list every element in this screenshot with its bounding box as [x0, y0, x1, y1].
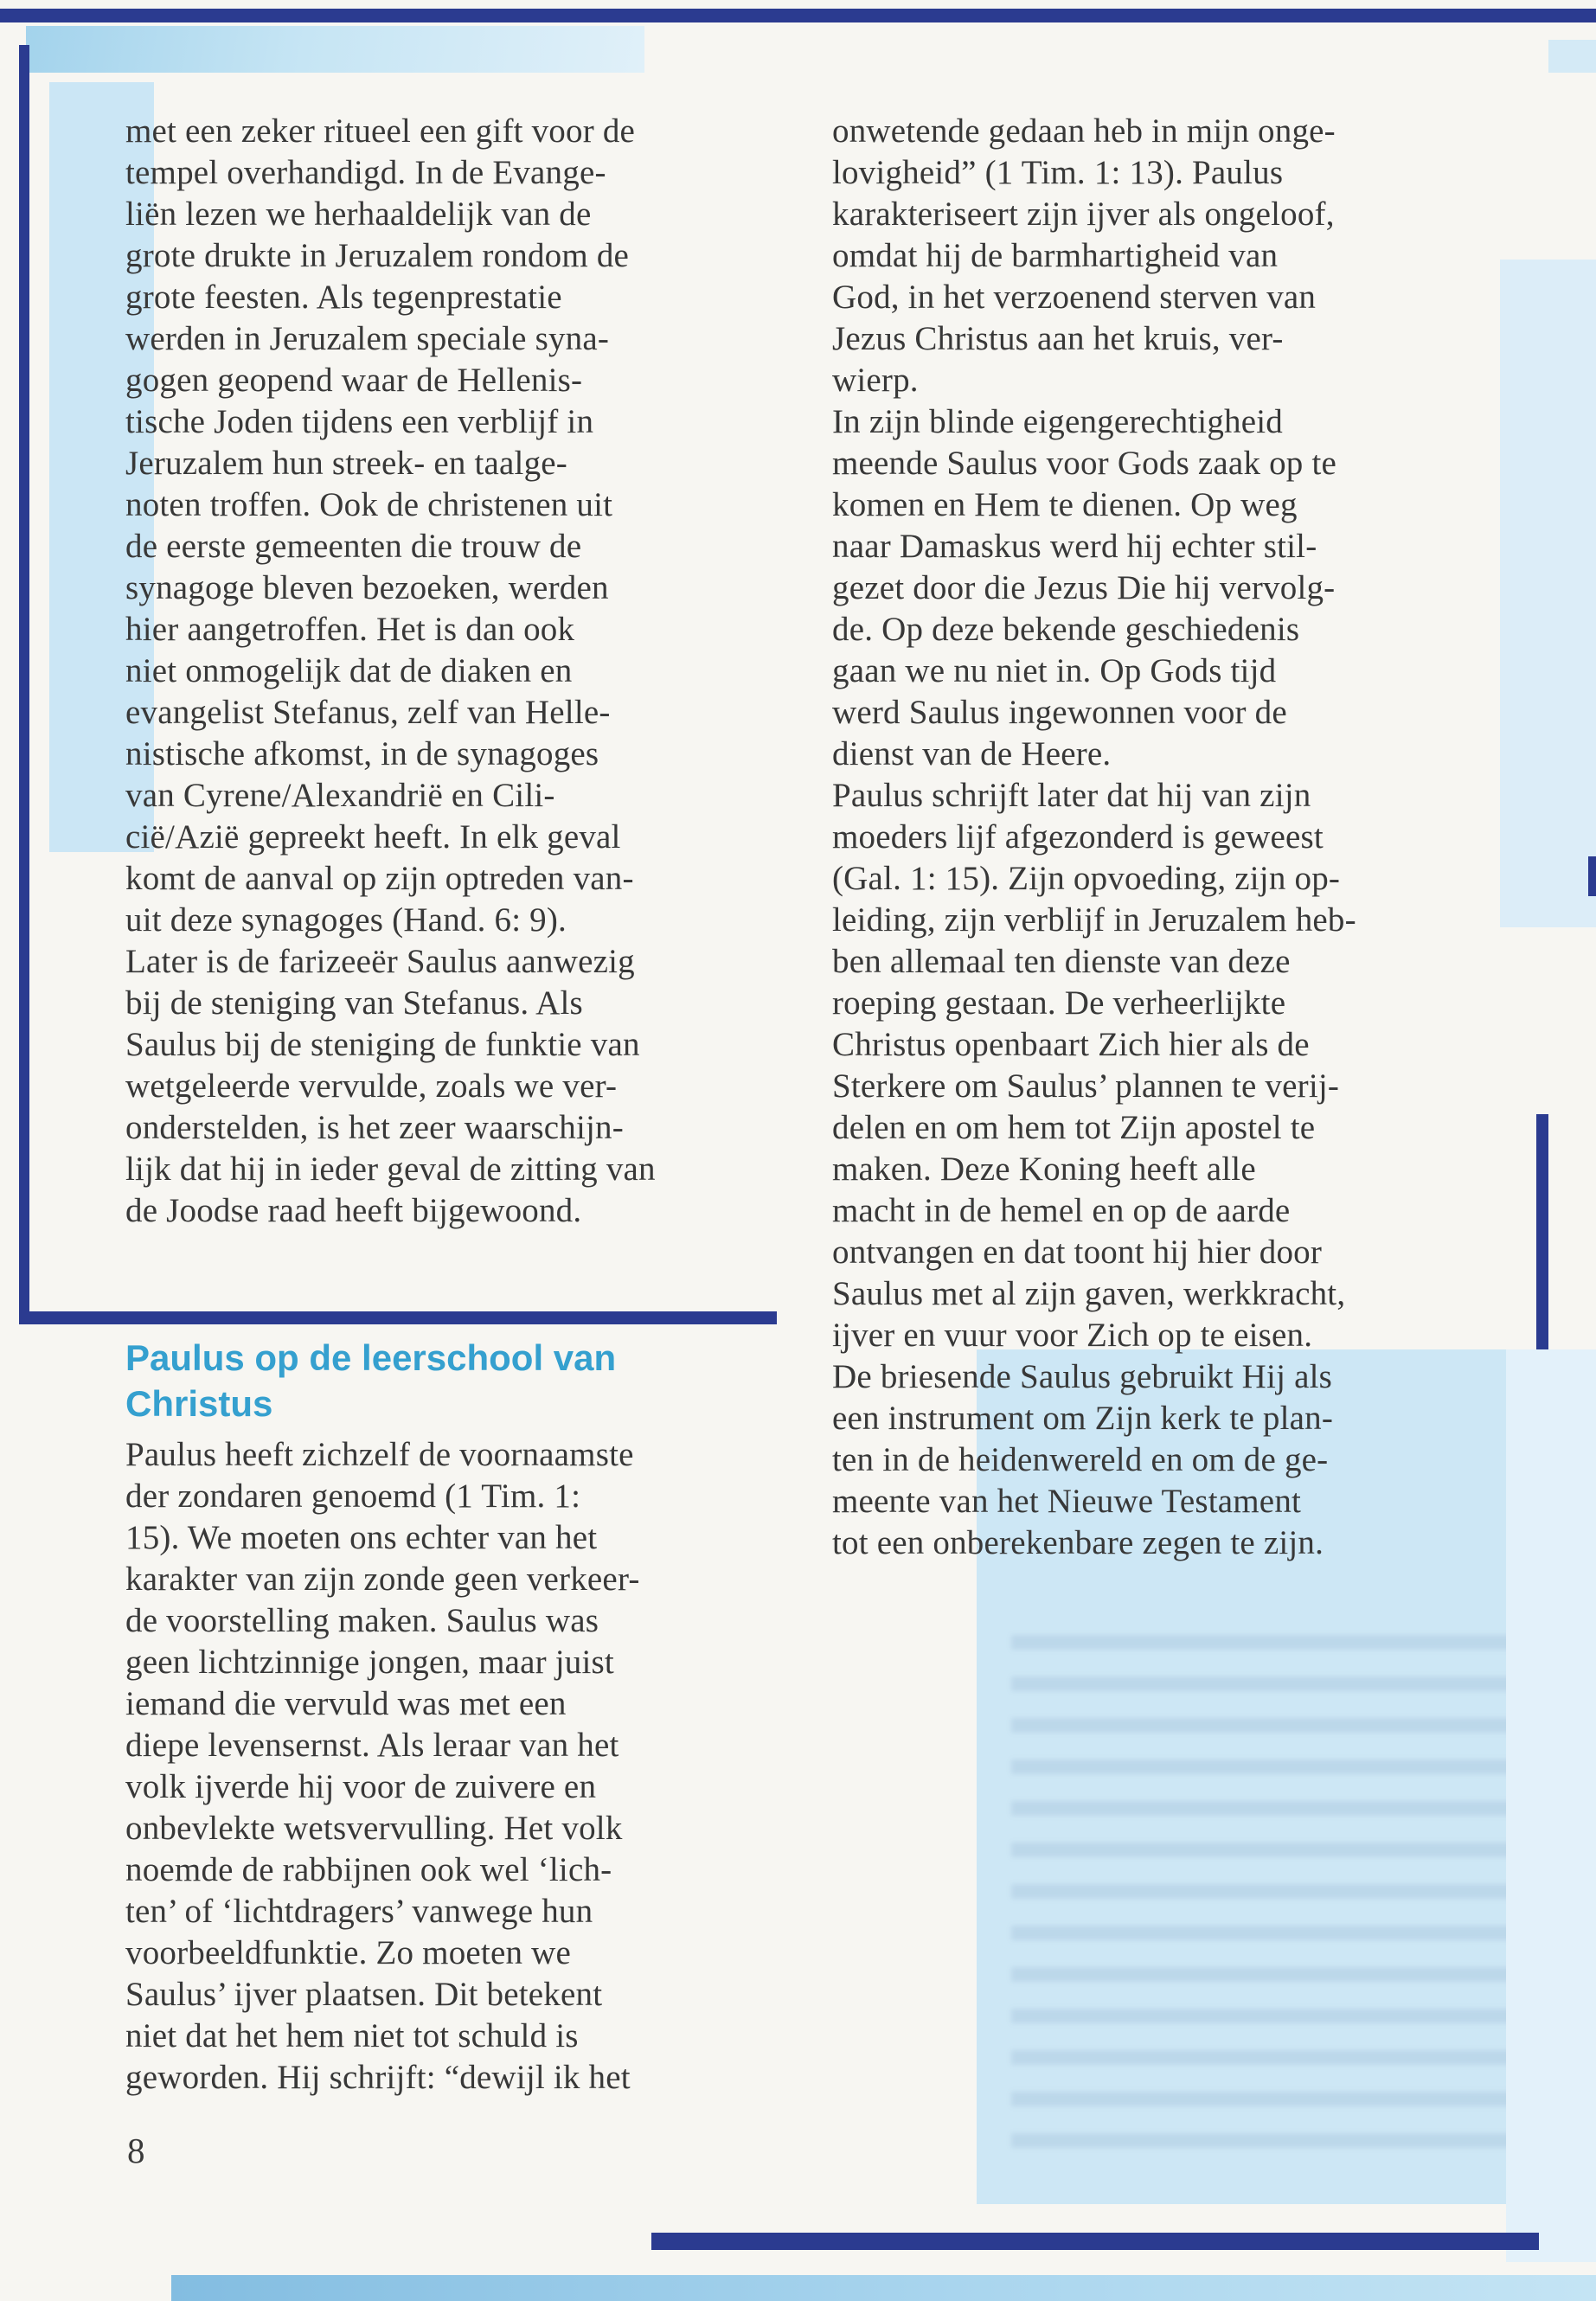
text-line: de Joodse raad heeft bijgewoond. [125, 1192, 582, 1229]
text-line: ten’ of ‘lichtdragers’ vanwege hun [125, 1893, 593, 1930]
text-line: der zondaren genoemd (1 Tim. 1: [125, 1477, 581, 1515]
text-line: gaan we nu niet in. Op Gods tijd [832, 652, 1277, 689]
text-line: meende Saulus voor Gods zaak op te [832, 445, 1336, 482]
text-line: iemand die vervuld was met een [125, 1685, 567, 1722]
text-line: liën lezen we herhaaldelijk van de [125, 195, 592, 233]
text-line: Paulus schrijft later dat hij van zijn [832, 777, 1311, 814]
text-line: nistische afkomst, in de synagoges [125, 735, 599, 772]
text-line: tot een onberekenbare zegen te zijn. [832, 1524, 1324, 1561]
text-line: niet dat het hem niet tot schuld is [125, 2017, 579, 2054]
text-line: van Cyrene/Alexandrië en Cili- [125, 777, 555, 814]
text-line: Later is de farizeeër Saulus aanwezig [125, 943, 635, 980]
text-line: De briesende Saulus gebruikt Hij als [832, 1358, 1332, 1395]
text-line: diepe levensernst. Als leraar van het [125, 1727, 619, 1764]
text-line: komt de aanval op zijn optreden van- [125, 860, 634, 897]
text-line: delen en om hem tot Zijn apostel te [832, 1109, 1316, 1146]
text-line: wetgeleerde vervulde, zoals we ver- [125, 1067, 618, 1105]
text-line: Saulus’ ijver plaatsen. Dit betekent [125, 1976, 603, 2013]
text-line: 15). We moeten ons echter van het [125, 1519, 598, 1556]
text-line: gezet door die Jezus Die hij vervolg- [832, 569, 1336, 606]
right-edge-rule-bar [1536, 1114, 1548, 1351]
text-line: synagoge bleven bezoeken, werden [125, 569, 609, 606]
text-line: ben allemaal ten dienste van deze [832, 943, 1291, 980]
mid-page-rule-bar [19, 1311, 777, 1324]
left-column-paragraph-1 [125, 111, 783, 1232]
text-line: cië/Azië gepreekt heeft. In elk geval [125, 818, 621, 856]
text-line: de. Op deze bekende geschiedenis [832, 611, 1300, 648]
bottom-rule-bar [651, 2233, 1539, 2250]
text-line: Saulus bij de steniging de funktie van [125, 1026, 640, 1063]
text-line: ten in de heidenwereld en om de ge- [832, 1441, 1329, 1478]
text-line: een instrument om Zijn kerk te plan- [832, 1400, 1334, 1437]
text-line: meente van het Nieuwe Testament [832, 1483, 1302, 1520]
text-line: ijver en vuur voor Zich op te eisen. [832, 1317, 1313, 1354]
text-line: met een zeker ritueel een gift voor de [125, 112, 636, 150]
text-line: karakter van zijn zonde geen verkeer- [125, 1561, 640, 1598]
text-line: maken. Deze Koning heeft alle [832, 1150, 1256, 1188]
text-line: wierp. [832, 362, 919, 399]
section-heading-line: Christus [125, 1383, 273, 1424]
text-line: hier aangetroffen. Het is dan ook [125, 611, 575, 648]
text-line: onderstelden, is het zeer waarschijn- [125, 1109, 624, 1146]
text-line: Saulus met al zijn gaven, werkkracht, [832, 1275, 1346, 1312]
text-line: dienst van de Heere. [832, 735, 1112, 772]
text-line: grote feesten. Als tegenprestatie [125, 279, 562, 316]
text-line: evangelist Stefanus, zelf van Helle- [125, 694, 611, 731]
text-line: grote drukte in Jeruzalem rondom de [125, 237, 630, 274]
text-line: noemde de rabbijnen ook wel ‘lich- [125, 1851, 612, 1888]
text-line: werden in Jeruzalem speciale syna- [125, 320, 610, 357]
page-number: 8 [127, 2131, 145, 2170]
lower-right-light-blue-strip [1506, 1349, 1596, 2262]
text-line: Christus openbaart Zich hier als de [832, 1026, 1310, 1063]
text-line: onbevlekte wetsvervulling. Het volk [125, 1810, 623, 1847]
text-line: lijk dat hij in ieder geval de zitting van [125, 1150, 656, 1188]
text-line: omdat hij de barmhartigheid van [832, 237, 1279, 274]
text-line: karakteriseert zijn ijver als ongeloof, [832, 195, 1335, 233]
text-line: Paulus heeft zichzelf de voornaamste [125, 1436, 634, 1473]
right-edge-light-blue-band [1500, 260, 1596, 927]
text-line: bij de steniging van Stefanus. Als [125, 984, 583, 1022]
text-line: geen lichtzinnige jongen, maar juist [125, 1644, 614, 1681]
text-line: Jezus Christus aan het kruis, ver- [832, 320, 1284, 357]
section-heading [125, 1335, 783, 1426]
top-rule-bar [0, 9, 1596, 22]
text-line: moeders lijf afgezonderd is geweest [832, 818, 1324, 856]
text-line: komen en Hem te dienen. Op weg [832, 486, 1298, 523]
text-line: onwetende gedaan heb in mijn onge- [832, 112, 1336, 150]
text-line: naar Damaskus werd hij echter stil- [832, 528, 1317, 565]
text-line: ontvangen en dat toont hij hier door [832, 1234, 1323, 1271]
bottom-edge-blue-strip [171, 2275, 1596, 2301]
text-line: roeping gestaan. De verheerlijkte [832, 984, 1286, 1022]
text-line: In zijn blinde eigengerechtigheid [832, 403, 1283, 440]
text-line: volk ijverde hij voor de zuivere en [125, 1768, 597, 1805]
text-line: uit deze synagoges (Hand. 6: 9). [125, 901, 567, 939]
text-line: voorbeeldfunktie. Zo moeten we [125, 1934, 571, 1971]
text-line: lovigheid” (1 Tim. 1: 13). Paulus [832, 154, 1284, 191]
text-line: (Gal. 1: 15). Zijn opvoeding, zijn op- [832, 860, 1341, 897]
text-line: werd Saulus ingewonnen voor de [832, 694, 1287, 731]
text-line: niet onmogelijk dat de diaken en [125, 652, 573, 689]
top-right-light-blue-mark [1548, 40, 1596, 73]
text-line: gogen geopend waar de Hellenis- [125, 362, 583, 399]
text-line: Sterkere om Saulus’ plannen te verij- [832, 1067, 1340, 1105]
text-line: de eerste gemeenten die trouw de [125, 528, 582, 565]
right-column-paragraph [832, 111, 1490, 1564]
text-line: God, in het verzoenend sterven van [832, 279, 1317, 316]
text-line: de voorstelling maken. Saulus was [125, 1602, 599, 1639]
left-column-paragraph-2 [125, 1434, 783, 2099]
section-heading-line: Paulus op de leerschool van [125, 1337, 617, 1378]
text-line: tische Joden tijdens een verblijf in [125, 403, 594, 440]
top-light-blue-bar [26, 26, 644, 73]
left-rule-bar [19, 45, 29, 1324]
right-edge-blue-tick [1588, 856, 1596, 896]
text-line: noten troffen. Ook de christenen uit [125, 486, 613, 523]
text-line: tempel overhandigd. In de Evange- [125, 154, 606, 191]
text-line: leiding, zijn verblijf in Jeruzalem heb- [832, 901, 1356, 939]
text-line: macht in de hemel en op de aarde [832, 1192, 1291, 1229]
text-line: geworden. Hij schrijft: “dewijl ik het [125, 2059, 631, 2096]
text-line: Jeruzalem hun streek- en taalge- [125, 445, 567, 482]
ghost-showthrough-text [1011, 1635, 1535, 2154]
